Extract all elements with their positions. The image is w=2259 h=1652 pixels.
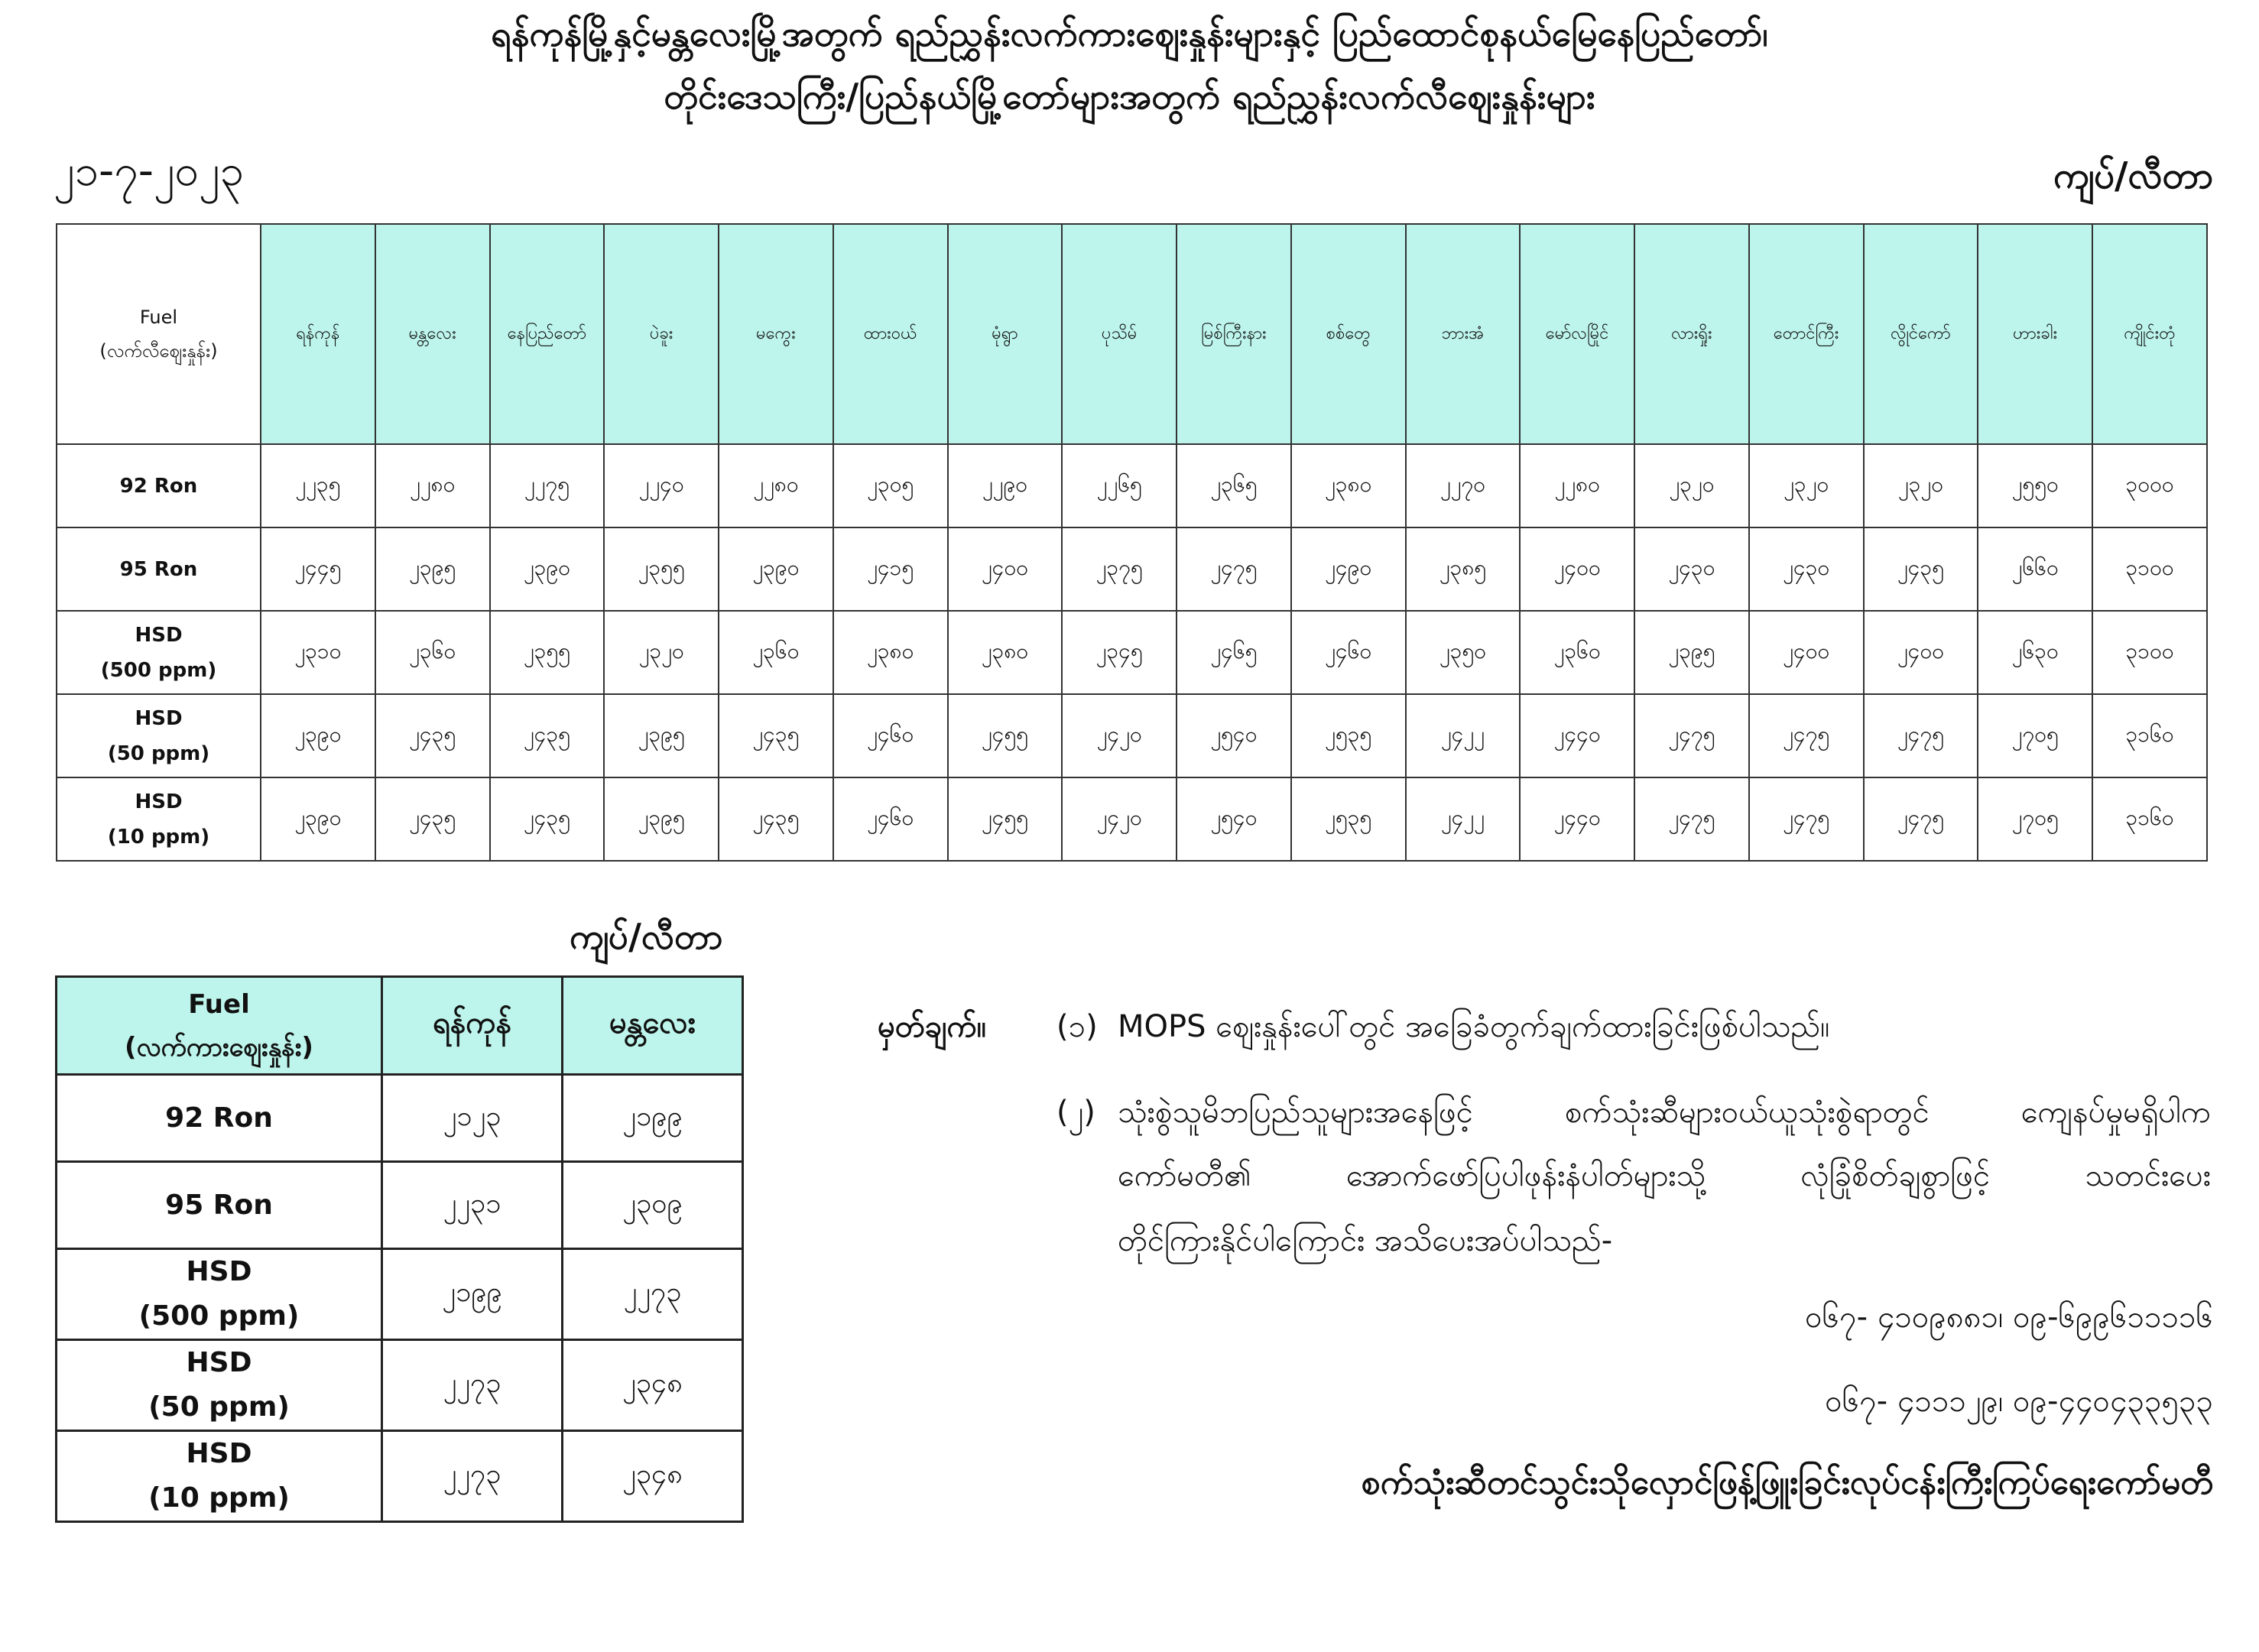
city-header: မော်လမြိုင် [1520, 224, 1634, 444]
city-header: လွိုင်ကော် [1864, 224, 1978, 444]
fuel-label: Fuel [188, 988, 250, 1020]
fuel-type-spec: (10 ppm) [148, 1482, 290, 1514]
price-cell: ၂၂၉၀ [948, 444, 1063, 527]
price-cell: ၂၃၁၀ [261, 611, 375, 694]
city-header: ပဲခူး [604, 224, 719, 444]
wholesale-corner-header [57, 977, 382, 1075]
city-header: နေပြည်တော် [490, 224, 605, 444]
city-header: ဟားခါး [1978, 224, 2092, 444]
price-cell: ၂၄၃၀ [1749, 527, 1864, 611]
fuel-type-name: 95 Ron [119, 557, 198, 581]
city-header: တောင်ကြီး [1749, 224, 1864, 444]
price-cell: ၂၃၆၅ [1177, 444, 1291, 527]
price-cell: ၂၃၂၀ [1634, 444, 1749, 527]
city-header: မကွေး [719, 224, 833, 444]
price-cell: ၃၁၀၀ [2092, 527, 2207, 611]
price-cell: ၂၃၈၅ [1406, 527, 1521, 611]
price-cell: ၂၆၆၀ [1978, 527, 2092, 611]
fuel-type-cell [57, 1162, 382, 1249]
price-cell: ၂၁၉၉ [563, 1075, 743, 1162]
fuel-type-cell [57, 527, 261, 611]
price-cell: ၂၄၄၀ [1520, 777, 1634, 861]
price-cell: ၂၃၂၀ [1864, 444, 1978, 527]
city-header: မန္တလေး [563, 977, 743, 1075]
price-cell: ၂၄၀၀ [1520, 527, 1634, 611]
date: ၂၁-၇-၂၀၂၃ [54, 146, 244, 196]
note-1-text: MOPS ဈေးနှုန်းပေါ်တွင် အခြေခံတွက်ချက်ထားခြင်းဖြစ်ပါသည်။ [1118, 1009, 1830, 1044]
price-cell: ၂၂၆၅ [1062, 444, 1177, 527]
price-cell: ၂၄၃၀ [1634, 527, 1749, 611]
price-cell: ၂၄၂၀ [1062, 777, 1177, 861]
price-cell: ၂၅၄၀ [1177, 694, 1291, 777]
price-cell: ၂၃၆၀ [719, 611, 833, 694]
price-cell: ၂၄၄၅ [261, 527, 375, 611]
note-2-line-3: တိုင်ကြားနိုင်ပါကြောင်း အသိပေးအပ်ပါသည်- [1118, 1223, 1613, 1258]
price-cell: ၂၃၄၈ [563, 1340, 743, 1431]
price-cell: ၂၃၉၅ [604, 777, 719, 861]
price-cell: ၂၃၆၀ [375, 611, 490, 694]
fuel-type-cell [57, 1340, 382, 1431]
table-row [57, 777, 2207, 861]
price-cell: ၂၂၇၃ [382, 1431, 563, 1522]
price-cell: ၂၂၈၀ [719, 444, 833, 527]
price-cell: ၂၄၇၅ [1177, 527, 1291, 611]
price-cell: ၂၄၂၂ [1406, 694, 1521, 777]
price-cell: ၂၅၃၅ [1291, 777, 1406, 861]
price-cell: ၂၃၄၈ [563, 1431, 743, 1522]
fuel-type-spec: (50 ppm) [148, 1391, 290, 1423]
fuel-type-cell [57, 611, 261, 694]
wholesale-price-table [55, 975, 744, 1523]
fuel-type-spec: (500 ppm) [138, 1300, 300, 1332]
price-cell: ၂၃၉၀ [261, 694, 375, 777]
note-2-line-2: ကော်မတီ၏ အောက်ဖော်ပြပါဖုန်းနံပါတ်များသို့ လုံခြုံစိတ်ချစွာဖြင့် သတင်းပေး [1118, 1158, 2211, 1193]
fuel-type-name: HSD [186, 1438, 252, 1469]
price-cell: ၂၄၇၅ [1749, 694, 1864, 777]
retail-price-table [56, 223, 2208, 862]
price-cell: ၂၄၃၅ [719, 694, 833, 777]
price-cell: ၂၂၇၃ [382, 1340, 563, 1431]
price-cell: ၂၃၀၉ [563, 1162, 743, 1249]
price-cell: ၂၃၄၅ [1062, 611, 1177, 694]
price-cell: ၂၃၆၀ [1520, 611, 1634, 694]
price-cell: ၂၄၃၅ [490, 777, 605, 861]
price-cell: ၂၃၅၀ [1406, 611, 1521, 694]
fuel-type-name: HSD [135, 706, 183, 730]
price-cell: ၂၄၀၀ [1864, 611, 1978, 694]
fuel-type-name: HSD [186, 1256, 252, 1287]
price-cell: ၃၁၆၀ [2092, 777, 2207, 861]
price-cell: ၂၅၄၀ [1177, 777, 1291, 861]
price-cell: ၂၄၂၀ [1062, 694, 1177, 777]
fuel-type-name: HSD [186, 1347, 252, 1378]
price-cell: ၂၁၂၃ [382, 1075, 563, 1162]
price-cell: ၂၂၄၀ [604, 444, 719, 527]
fuel-type-name: 92 Ron [165, 1102, 273, 1134]
price-cell: ၂၄၉၀ [1291, 527, 1406, 611]
retail-header-row [57, 224, 2207, 444]
table-row [57, 1075, 743, 1162]
fuel-type-name: HSD [135, 623, 183, 647]
table-row [57, 1162, 743, 1249]
price-cell: ၂၄၅၅ [948, 694, 1063, 777]
note-2-number: (၂) [1056, 1095, 1095, 1130]
price-cell: ၂၃၉၀ [490, 527, 605, 611]
price-cell: ၂၂၈၀ [375, 444, 490, 527]
price-cell: ၂၄၇၅ [1634, 694, 1749, 777]
price-cell: ၂၃၉၀ [261, 777, 375, 861]
fuel-type-cell [57, 444, 261, 527]
price-cell: ၂၃၈၀ [833, 611, 948, 694]
fuel-type-name: HSD [135, 790, 183, 813]
note-1-number: (၁) [1056, 1009, 1098, 1044]
price-cell: ၂၄၀၀ [1749, 611, 1864, 694]
organization-signature: စက်သုံးဆီတင်သွင်းသိုလှောင်ဖြန့်ဖြူးခြင်းလုပ်ငန်းကြီးကြပ်ရေးကော်မတီ [1361, 1463, 2213, 1502]
price-cell: ၂၂၇၀ [1406, 444, 1521, 527]
unit-label: ကျပ်/လီတာ [2053, 154, 2213, 197]
price-cell: ၂၃၂၀ [604, 611, 719, 694]
price-cell: ၂၄၅၅ [948, 777, 1063, 861]
fuel-type-cell [57, 694, 261, 777]
price-cell: ၂၄၃၅ [719, 777, 833, 861]
price-cell: ၂၃၈၀ [1291, 444, 1406, 527]
table-row [57, 1249, 743, 1340]
fuel-label: Fuel [139, 307, 178, 328]
price-cell: ၂၄၃၅ [375, 777, 490, 861]
title-line-2: တိုင်းဒေသကြီး/ပြည်နယ်မြို့တော်များအတွက် ရည်ညွှန်းလက်လီဈေးနှုန်းများ [664, 76, 1595, 117]
fuel-type-spec: (50 ppm) [107, 742, 210, 765]
city-header: ကျိုင်းတုံ [2092, 224, 2207, 444]
wholesale-unit-label: ကျပ်/လီတာ [570, 916, 723, 957]
price-cell: ၂၃၉၅ [604, 694, 719, 777]
fuel-type-spec: (10 ppm) [107, 825, 210, 849]
price-cell: ၂၂၇၃ [563, 1249, 743, 1340]
price-cell: ၂၄၆၀ [1291, 611, 1406, 694]
price-cell: ၂၃၅၅ [490, 611, 605, 694]
price-cell: ၃၀၀၀ [2092, 444, 2207, 527]
price-cell: ၂၇၀၅ [1978, 694, 2092, 777]
price-cell: ၂၂၃၁ [382, 1162, 563, 1249]
fuel-type-cell [57, 777, 261, 861]
price-cell: ၂၃၉၀ [719, 527, 833, 611]
price-cell: ၂၄၆၀ [833, 777, 948, 861]
table-row [57, 527, 2207, 611]
table-row [57, 1340, 743, 1431]
price-cell: ၂၄၇၅ [1634, 777, 1749, 861]
fuel-type-cell [57, 1431, 382, 1522]
price-cell: ၂၄၇၅ [1864, 777, 1978, 861]
city-header: ပုသိမ် [1062, 224, 1177, 444]
city-header: လားရှိုး [1634, 224, 1749, 444]
city-header: မြစ်ကြီးနား [1177, 224, 1291, 444]
wholesale-price-label: (လက်ကားဈေးနှုန်း) [125, 1031, 313, 1063]
price-cell: ၂၇၀၅ [1978, 777, 2092, 861]
price-cell: ၂၂၇၅ [490, 444, 605, 527]
price-cell: ၂၃၈၀ [948, 611, 1063, 694]
fuel-type-name: 92 Ron [119, 474, 198, 498]
phone-numbers-1: ၀၆၇- ၄၁၀၉၈၈၁၊ ၀၉-၆၉၉၆၁၁၁၁၆ [1805, 1300, 2213, 1335]
city-header: ထားဝယ် [833, 224, 948, 444]
fuel-type-name: 95 Ron [165, 1189, 273, 1221]
city-header: ရန်ကုန် [382, 977, 563, 1075]
price-cell: ၂၁၉၉ [382, 1249, 563, 1340]
price-cell: ၂၄၇၅ [1864, 694, 1978, 777]
table-row [57, 694, 2207, 777]
wholesale-header-row [57, 977, 743, 1075]
price-cell: ၂၄၆၀ [833, 694, 948, 777]
city-header: စစ်တွေ [1291, 224, 1406, 444]
price-cell: ၂၅၅၀ [1978, 444, 2092, 527]
price-cell: ၂၄၆၅ [1177, 611, 1291, 694]
price-cell: ၃၁၆၀ [2092, 694, 2207, 777]
price-cell: ၂၄၀၀ [948, 527, 1063, 611]
price-cell: ၂၅၃၅ [1291, 694, 1406, 777]
table-row [57, 611, 2207, 694]
fuel-type-cell [57, 1075, 382, 1162]
price-cell: ၂၃၂၀ [1749, 444, 1864, 527]
price-cell: ၂၃၇၅ [1062, 527, 1177, 611]
fuel-type-cell [57, 1249, 382, 1340]
price-cell: ၂၆၃၀ [1978, 611, 2092, 694]
city-header: ရန်ကုန် [261, 224, 375, 444]
price-cell: ၂၄၄၀ [1520, 694, 1634, 777]
price-cell: ၂၃၉၅ [375, 527, 490, 611]
price-cell: ၂၄၃၅ [490, 694, 605, 777]
price-cell: ၂၄၇၅ [1749, 777, 1864, 861]
retail-corner-header [57, 224, 261, 444]
table-row [57, 444, 2207, 527]
phone-numbers-2: ၀၆၇- ၄၁၁၁၂၉၊ ၀၉-၄၄၀၄၃၃၅၃၃ [1825, 1384, 2213, 1419]
price-cell: ၂၄၁၅ [833, 527, 948, 611]
table-row [57, 1431, 743, 1522]
city-header: မန္တလေး [375, 224, 490, 444]
price-cell: ၂၄၃၅ [375, 694, 490, 777]
price-cell: ၂၄၃၅ [1864, 527, 1978, 611]
title-line-1: ရန်ကုန်မြို့နှင့်မန္တလေးမြို့အတွက် ရည်ညွှန်းလက်ကားဈေးနှုန်းများနှင့် ပြည်ထောင်စုနယ်မြေနေပြည်တော်၊ [491, 13, 1768, 54]
price-cell: ၂၃၀၅ [833, 444, 948, 527]
retail-price-label: (လက်လီဈေးနှုန်း) [99, 340, 218, 362]
price-cell: ၂၃၅၅ [604, 527, 719, 611]
fuel-type-spec: (500 ppm) [100, 658, 217, 682]
notes-label: မှတ်ချက်။ [878, 1009, 986, 1044]
note-2-line-1: သုံးစွဲသူမိဘပြည်သူများအနေဖြင့် စက်သုံးဆီများဝယ်ယူသုံးစွဲရာတွင် ကျေနပ်မှုမရှိပါက [1118, 1095, 2211, 1130]
city-header: ဘားအံ [1406, 224, 1521, 444]
price-cell: ၂၂၈၀ [1520, 444, 1634, 527]
price-cell: ၂၃၉၅ [1634, 611, 1749, 694]
price-cell: ၂၂၃၅ [261, 444, 375, 527]
price-cell: ၂၄၂၂ [1406, 777, 1521, 861]
city-header: မုံရွာ [948, 224, 1063, 444]
price-cell: ၃၁၀၀ [2092, 611, 2207, 694]
